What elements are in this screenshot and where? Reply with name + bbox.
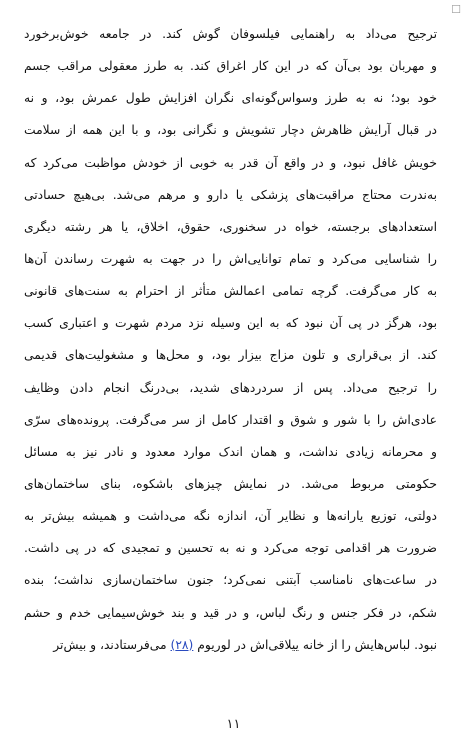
text-line: و مهربان بود بی‌آن که در این کار اغراق کند. به طرز معقولی مراقب جسم	[24, 59, 437, 74]
text-line: کند. از بی‌قراری و تلون مزاج بیزار بود، و محل‌ها و مشغولیت‌های قدیمی	[24, 348, 437, 363]
bookmark-icon[interactable]: ☐	[451, 3, 461, 16]
text-line: خویش غافل نبود، و در واقع آن قدر به خوبی از خودش مواظبت می‌کرد که	[24, 155, 437, 170]
text-line: در ساعت‌های نامناسب آبتنی نمی‌کرد؛ جنون ساختمان‌سازی نداشت؛ بنده	[24, 573, 437, 588]
page-body	[0, 18, 467, 708]
text-line: حکومتی مربوط می‌شد. در نمایش چیزهای باشکوه، بنای ساختمان‌های	[24, 476, 437, 491]
text-line: بود، هرگز در پی آن نبود که به این وسیله نزد مردم شهرت و اعتباری کسب	[24, 316, 437, 331]
text-segment: نبود. لباس‌هایش را از خانه ییلاقی‌اش در لوریوم	[197, 637, 437, 652]
text-line: را شناسایی می‌کرد و تمام توانایی‌اش را در جهت به شهرت رساندن آن‌ها	[24, 251, 437, 266]
text-line: در قبال آرایش ظاهرش دچار تشویش و نگرانی بود، و با این همه از سلامت	[24, 123, 437, 138]
text-line: ضرورت هر اقدامی توجه می‌کرد و نه به تحسین و تمجیدی که در پی داشت.	[24, 541, 437, 556]
text-line: استعدادهای برجسته، خواه در سخنوری، حقوق، اخلاق، یا هر رشته دیگری	[24, 219, 437, 234]
text-line: عادی‌اش را با شور و شوق و اقتدار کامل از سر می‌گرفت. پرونده‌های سرّی	[24, 412, 437, 427]
text-line-with-footnote	[24, 629, 437, 661]
text-line: به کار می‌گرفت. گرچه تمامی اعمالش متأثر از احترام به سنت‌های قانونی	[24, 284, 437, 299]
text-line: ترجیح می‌داد به راهنمایی فیلسوفان گوش کند. در جامعه خوش‌برخورد	[24, 27, 437, 41]
text-line: به‌ندرت محتاج مراقبت‌های پزشکی یا دارو و مرهم می‌شد. بی‌هیچ حسادتی	[24, 187, 437, 202]
text-segment: می‌فرستادند، و بیش‌تر	[53, 637, 167, 652]
page-number: ۱۱	[226, 717, 241, 732]
text-line: خود بود؛ نه به طرز وسواس‌گونه‌ای نگران افزایش طول عمرش بود، و نه	[24, 91, 437, 106]
text-line: را ترجیح می‌داد. پس از سردردهای شدید، بی‌درنگ انجام دادن وظایف	[24, 380, 437, 395]
footnote-link[interactable]: (۲۸)	[170, 637, 194, 652]
text-line: شکم، در فکر جنس و رنگ لباس، و در قید و بند خوش‌سیمایی خدم و حشم	[24, 605, 437, 620]
text-line: و محرمانه زیادی نداشت، و همان اندک موارد معدود و نادر نیز به مسائل	[24, 444, 437, 459]
text-line: دولتی، توزیع یارانه‌ها و نظایر آن، اندازه نگه می‌داشت و همیشه بیش‌تر به	[24, 509, 437, 524]
